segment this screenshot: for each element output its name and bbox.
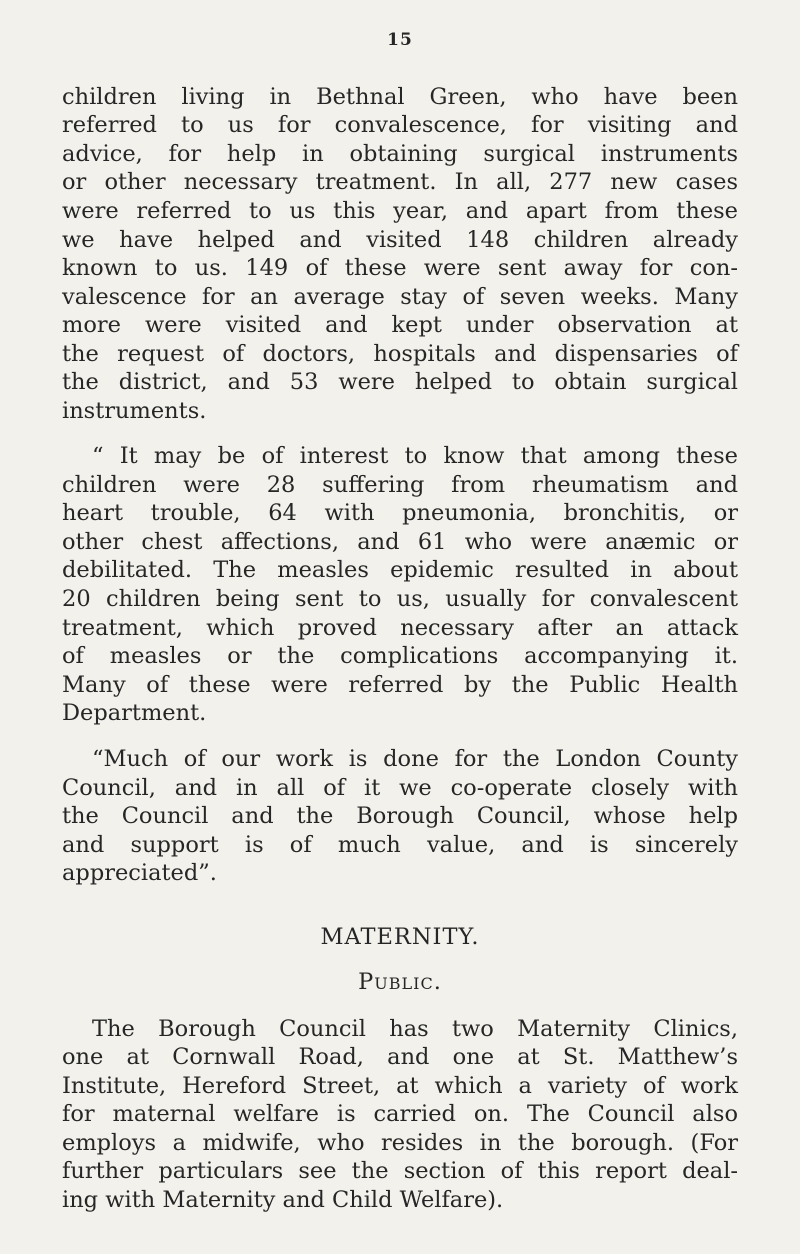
text-line: other chest affections, and 61 who were anæmic or [62, 529, 738, 555]
text-line: the district, and 53 were helped to obtain surgical [62, 369, 738, 395]
text-line: and support is of much value, and is sincerely [62, 832, 738, 858]
text-line: Many of these were referred by the Public Health [62, 672, 738, 698]
text-line: we have helped and visited 148 children already [62, 227, 738, 253]
text-line: were referred to us this year, and apart from these [62, 198, 738, 224]
text-line: children were 28 suffering from rheumatism and [62, 472, 738, 498]
text-line: 20 children being sent to us, usually for convalescent [62, 586, 738, 612]
text-line: appreciated”. [62, 860, 217, 886]
text-line: advice, for help in obtaining surgical instruments [62, 141, 738, 167]
text-line: instruments. [62, 398, 207, 424]
text-line: for maternal welfare is carried on. The Council also [62, 1101, 738, 1127]
text-line: referred to us for convalescence, for visiting and [62, 112, 738, 138]
section-heading: MATERNITY. [320, 924, 480, 950]
text-line: children living in Bethnal Green, who have been [62, 84, 738, 110]
section-subheading: Public. [358, 969, 442, 995]
text-line: employs a midwife, who resides in the borough. (For [62, 1130, 738, 1156]
text-line: the Council and the Borough Council, whose help [62, 803, 738, 829]
text-line: “Much of our work is done for the London County [92, 746, 738, 772]
text-line: “ It may be of interest to know that among these [92, 443, 738, 469]
text-line: known to us. 149 of these were sent away for con- [62, 255, 738, 281]
page-number: 15 [387, 30, 413, 50]
text-line: heart trouble, 64 with pneumonia, bronchitis, or [62, 500, 738, 526]
text-line: treatment, which proved necessary after an attack [62, 615, 738, 641]
text-line: valescence for an average stay of seven weeks. Many [62, 284, 738, 310]
text-line: Department. [62, 700, 207, 726]
text-line: Council, and in all of it we co-operate closely with [62, 775, 738, 801]
text-line: one at Cornwall Road, and one at St. Matthew’s [62, 1044, 738, 1070]
text-line: the request of doctors, hospitals and dispensaries of [62, 341, 738, 367]
text-line: or other necessary treatment. In all, 277 new cases [62, 169, 738, 195]
text-line: debilitated. The measles epidemic resulted in about [62, 557, 738, 583]
text-line: Institute, Hereford Street, at which a variety of work [62, 1073, 738, 1099]
text-line: further particulars see the section of this report deal- [62, 1158, 738, 1184]
text-line: ing with Maternity and Child Welfare). [62, 1187, 504, 1213]
text-line: of measles or the complications accompanying it. [62, 643, 738, 669]
text-line: more were visited and kept under observation at [62, 312, 738, 338]
text-line: The Borough Council has two Maternity Clinics, [92, 1016, 738, 1042]
